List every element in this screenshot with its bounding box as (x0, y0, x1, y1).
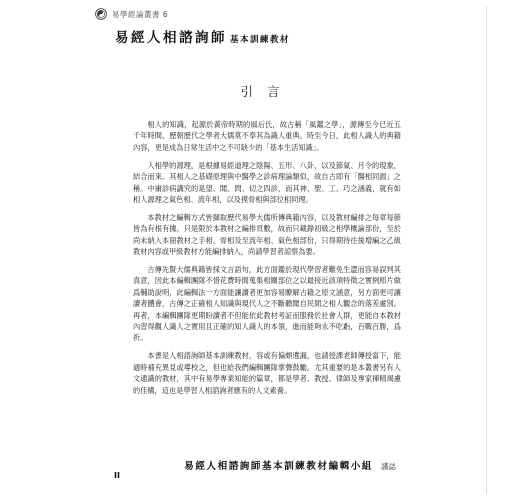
book-title-subtitle: 基本訓練教材 (230, 35, 291, 45)
paragraph: 古傳先賢大儒典籍皆採文言語句，此方面鑑於現代學習者難免生澀而容易誤判其真意，因此本編輯團隊不惜花費時間蒐集相關部位之以最接近該項特徵之實例照片做爲輔助說明，此編輯法一方面能讓讀者更加容易瞭解古籍之原文涵意，另方面更可讓讀者體會，古傳之正確相人知識與現代人之不斷聽聞自民間之相人觀念的落差處別。再者，本編輯團隊更期盼讀者不但能依此教材考証而服務於社會人群，更能自本教材內習得觀人識人之實用且正確的知人識人的本領，進而能夠永不吃虧，百戰百勝，爲祈。 (133, 264, 401, 343)
series-name: 易學經論叢書 6 (112, 9, 169, 19)
body-text (133, 119, 401, 402)
paragraph: 人相學的源理，是根據易經道理之陰陽、五形、八卦，以及節氣、月令的現象，結合而來。其相人之基礎原理與中醫學之診病理論類似，故自古即有「醫相同源」之稱。中庸診病講究的是望、聞、問、切之四診，而其神、聖、工、巧之涵義，就有如相人源理之氣色相、流年相，以及摸骨相與部位相同理。 (133, 160, 401, 204)
circular-series-emblem-icon (95, 8, 107, 20)
signature (184, 458, 396, 472)
book-title-main: 易經人相諮詢師 (115, 30, 227, 46)
section-heading: 引言 (240, 84, 294, 99)
paragraph: 本教材之編輯方式皆擷取歷代易學大儒所傳典籍內容，以及教材編排之每章每節皆為有根有據。只是限於本教材之編排頁數，故而只載錄初級之相學概論部份，至於尚未納入本冊教材之手相、骨相及至流年相、氣色相部份，只得期待往後增編之乙級教材內容或甲級教材方能編排納入，尚請學習者諒察為要。 (133, 212, 401, 257)
book-title (115, 26, 290, 46)
page-edge-divider (486, 6, 487, 494)
signature-suffix: 謹誌 (381, 462, 396, 471)
series-header (95, 6, 168, 22)
page-number: II (114, 471, 120, 480)
paragraph: 相人的知識，起源於黃帝時期的風后氏，故古稱「風鑑之學」，源傳至今已近五千年時間，歷朝歷代之學者大儒莫不奉其為識人重典。時至今日，此相人識人的典籍內容，更是成為日常生活中之不可缺少的「基本生活知識」。 (133, 120, 401, 152)
paragraph: 本書是人相諮詢師基本訓練教材，容或有偏頗遺漏，也請授課老師傳授當下，能適時補充異見或導校之，但也給我們編輯團隊掌聲鼓勵。尤其重要的是本叢書另有人文通識的教材，其中有易學專業知能的篇章，都是學者、教授、律師及專家揮精竭慮的佳構，這也是學習人相諮詢者應有的人文素養。 (133, 351, 401, 395)
signature-name: 易經人相諮詢師基本訓練教材編輯小組 (184, 461, 373, 472)
